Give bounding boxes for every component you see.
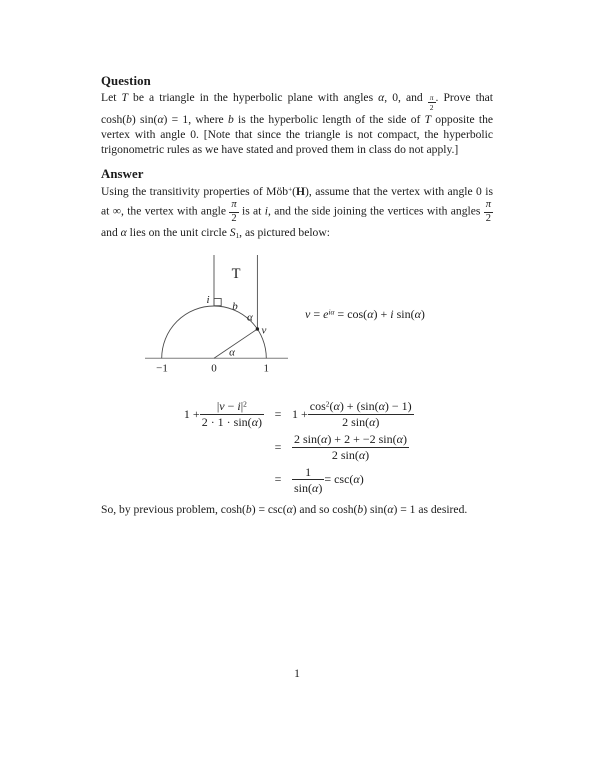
equation-row-1 <box>158 398 414 431</box>
answer-heading: Answer <box>101 167 144 181</box>
page-number: 1 <box>294 667 300 680</box>
label-angle-alpha-top: α <box>247 311 253 324</box>
equation-row-3 <box>158 464 414 497</box>
question-paragraph: Let T be a triangle in the hyperbolic plane with angles α, 0, and $\frac{\pi}{2}$ . Prove that cosh(b) sin(α) = 1, where b is the hyperbolic length of the side of T opposite the vertex with angle 0. [Note that since the triangle is not compact, the hyperbolic trigonometric rules as we have stated and proved them in class do not apply.] <box>101 91 494 156</box>
label-point-i: i <box>206 294 210 306</box>
label-axis-one: 1 <box>263 362 270 375</box>
radius-line <box>214 329 257 358</box>
label-side-b: b <box>232 300 238 313</box>
answer-paragraph: Using the transitivity properties of Möb+(H), assume that the vertex with angle 0 is at ∞, the vertex with angle $\frac{\pi}{2}$ is at i, and the side joining the vertices with angles $\frac{\pi}{2}$ and α lies on the unit circle $S_1$, as pictured below: <box>101 185 493 240</box>
closing-paragraph: So, by previous problem, cosh(b) = csc(α) and so cosh(b) sin(α) = 1 as desired. <box>101 503 468 516</box>
euler-formula: $v = e^{i\alpha} = \cos(\alpha) + i$ sin(α) <box>305 307 425 321</box>
label-axis-zero: 0 <box>211 362 217 375</box>
eq1-lhs: 1 + $\frac{|v - i|^2}{2 \cdot 1 \cdot \sin(\alpha)}$ <box>183 399 262 430</box>
eq3-rhs: $\frac{1}{\sin(\alpha)}$ = csc( α ) <box>294 464 364 495</box>
label-vertex-v: v <box>261 324 267 337</box>
vertex-v-dot <box>256 327 259 330</box>
equation-block <box>158 398 414 496</box>
eq3-equals-sign: = <box>274 472 282 487</box>
label-triangle-T: T <box>231 266 241 282</box>
label-angle-alpha-origin: α <box>229 346 235 359</box>
hyperbolic-triangle-figure <box>140 250 305 380</box>
eq1-equals-sign: = <box>274 406 282 421</box>
eq2-rhs: $\frac{2 \sin(\alpha) + 2 + -2 \sin(\alpha)}{2 \sin(\alpha)}$ <box>294 431 407 463</box>
eq1-rhs: 1 + $\frac{\cos^2(\alpha) + (\sin(\alpha) - 1)}{2 \sin(\alpha)}$ <box>292 399 412 430</box>
eq2-equals-sign: = <box>274 439 282 454</box>
label-axis-minus-one: −1 <box>156 362 168 375</box>
right-angle-marker <box>214 299 221 306</box>
equation-row-2 <box>158 431 414 464</box>
question-heading: Question <box>101 74 151 88</box>
